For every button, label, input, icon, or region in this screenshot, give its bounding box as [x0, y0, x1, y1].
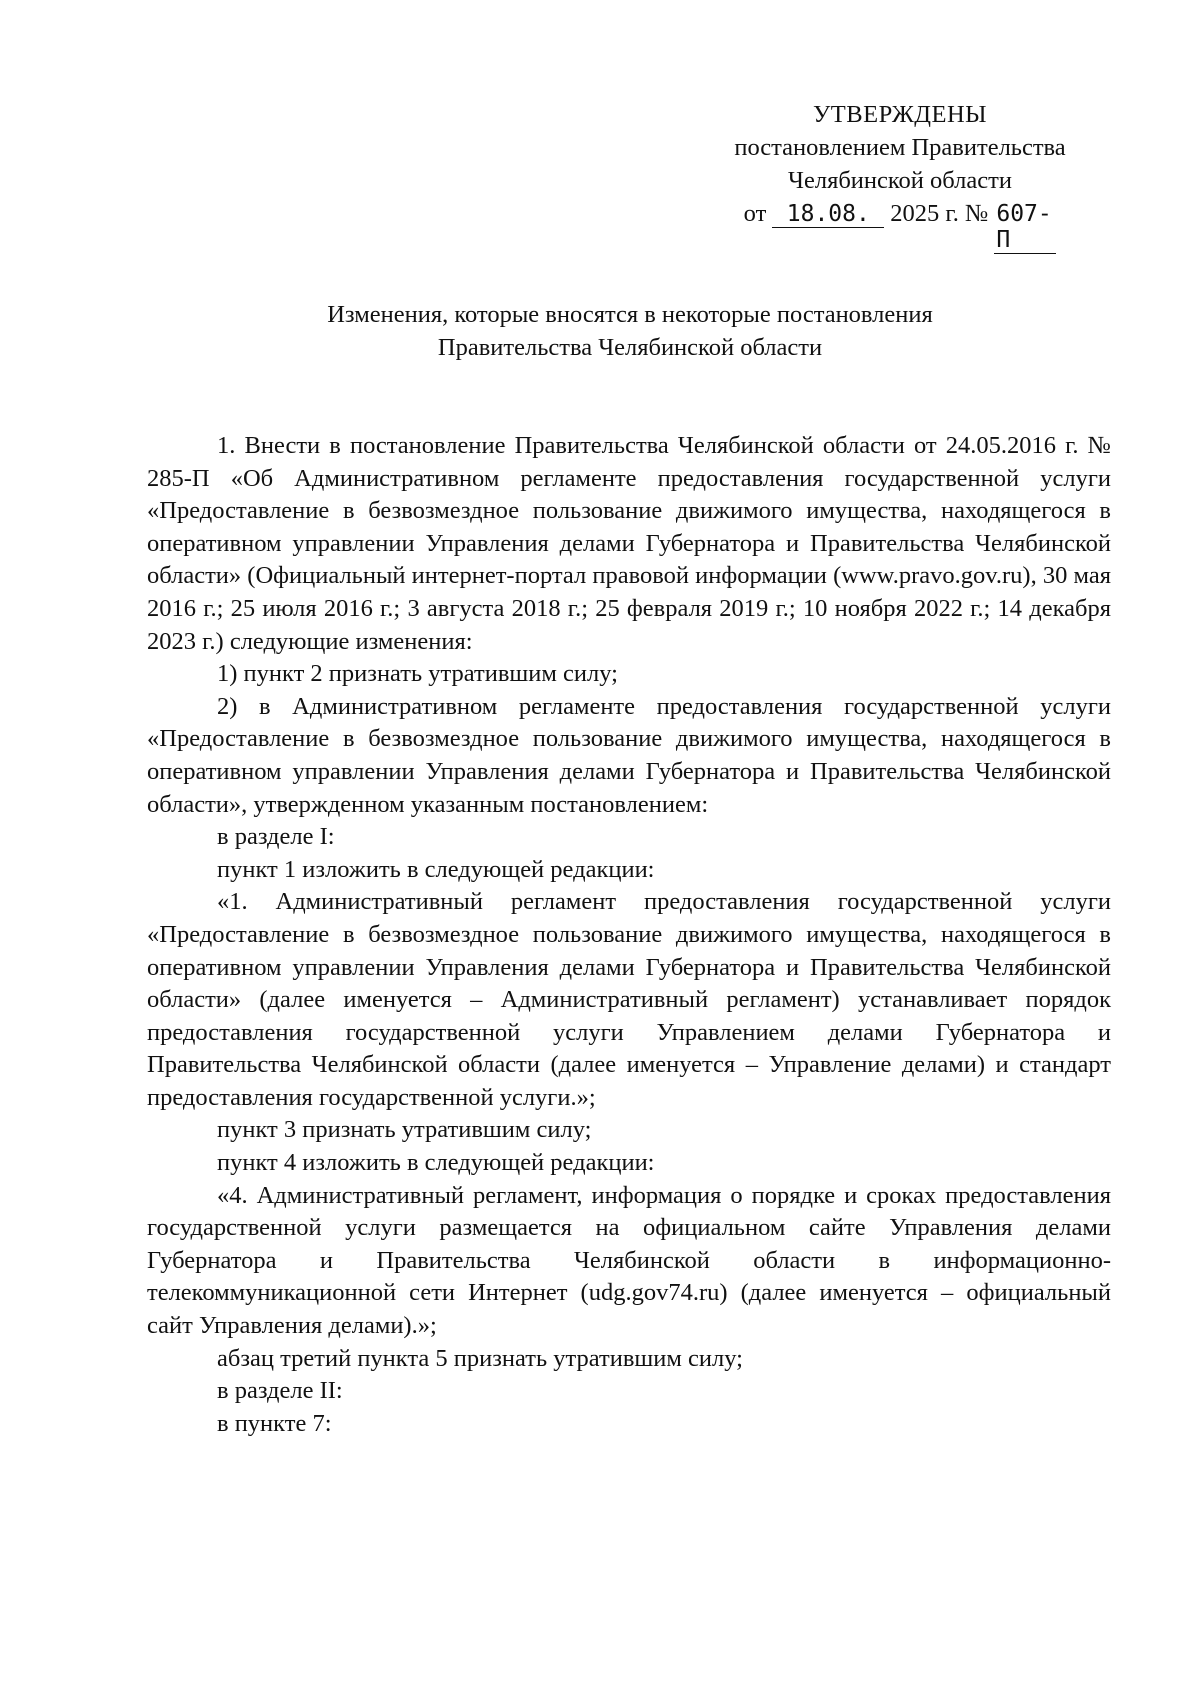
paragraph-1: 1. Внести в постановление Правительства Челябинской области от 24.05.2016 г. № 285-П «Об Административном регламенте предоставления государственной услуги «Предоставление в безвозмездное пользование движимого имущества, находящегося в оперативном управлении Управления делами Губернатора и Правительства Челябинской области» (Официальный интернет-портал правовой информации (www.pravo.gov.ru), 30 мая 2016 г.; 25 июля 2016 г.; 3 августа 2018 г.; 25 февраля 2019 г.; 10 ноября 2022 г.; 14 декабря 2023 г.) следующие изменения:	[147, 432, 1111, 655]
approval-stamp	[690, 98, 1110, 254]
paragraph-11: в разделе II:	[217, 1377, 343, 1405]
approval-title: УТВЕРЖДЕНЫ	[812, 101, 988, 128]
paragraph-12: в пункте 7:	[217, 1409, 332, 1437]
paragraph-5: пункт 1 изложить в следующей редакции:	[217, 855, 655, 883]
document-body	[147, 430, 1111, 1440]
approval-line-2: Челябинской области	[788, 167, 1012, 194]
paragraph-2: 1) пункт 2 признать утратившим силу;	[217, 660, 618, 688]
order-year-label: 2025 г. №	[890, 200, 989, 227]
order-number: 607-П	[994, 201, 1056, 254]
paragraph-7: пункт 3 признать утратившим силу;	[217, 1116, 592, 1144]
order-prefix: от	[743, 200, 767, 227]
paragraph-4: в разделе I:	[217, 823, 335, 851]
paragraph-8: пункт 4 изложить в следующей редакции:	[217, 1149, 655, 1177]
document-title	[150, 298, 1110, 364]
document-title-line-2: Правительства Челябинской области	[437, 334, 823, 361]
paragraph-9: «4. Административный регламент, информация о порядке и сроках предоставления государственной услуги размещается на официальном сайте Управления делами Губернатора и Правительства Челябинской области в информационно-телекоммуникационной сети Интернет (udg.gov74.ru) (далее именуется – официальный сайт Управления делами).»;	[147, 1181, 1111, 1340]
document-title-line-1: Изменения, которые вносятся в некоторые постановления	[327, 301, 933, 328]
approval-line-1: постановлением Правительства	[734, 134, 1066, 161]
paragraph-3: 2) в Административном регламенте предоставления государственной услуги «Предоставление в безвозмездное пользование движимого имущества, находящегося в оперативном управлении Управления делами Губернатора и Правительства Челябинской области», утвержденном указанным постановлением:	[147, 692, 1111, 818]
order-date: 18.08.	[772, 201, 884, 228]
paragraph-10: абзац третий пункта 5 признать утратившим силу;	[217, 1344, 743, 1372]
paragraph-6: «1. Административный регламент предоставления государственной услуги «Предоставление в безвозмездное пользование движимого имущества, находящегося в оперативном управлении Управления делами Губернатора и Правительства Челябинской области» (далее именуется – Административный регламент) устанавливает порядок предоставления государственной услуги Управлением делами Губернатора и Правительства Челябинской области (далее именуется – Управление делами) и стандарт предоставления государственной услуги.»;	[147, 888, 1111, 1111]
order-line	[690, 197, 1110, 254]
